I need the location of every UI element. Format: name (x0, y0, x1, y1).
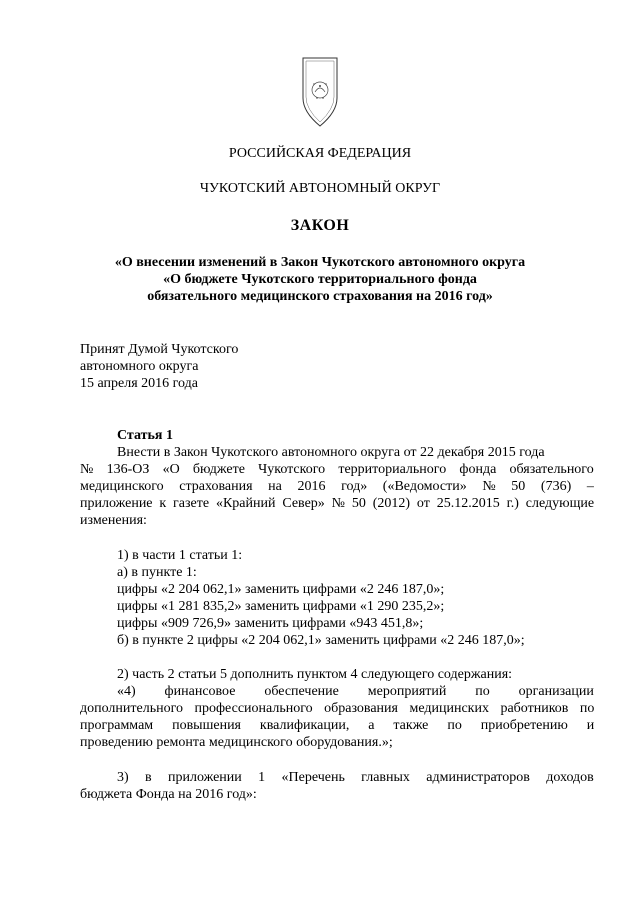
article-intro-line-3: медицинского страхования на 2016 год» («Ведомости» № 50 (736) – (80, 479, 594, 494)
adoption-line-2: автономного округа (80, 359, 199, 374)
adoption-line-1: Принят Думой Чукотского (80, 342, 239, 357)
item3-line-1: 3) в приложении 1 «Перечень главных администраторов доходов (117, 770, 594, 785)
item1-line-5: цифры «909 726,9» заменить цифрами «943 451,8»; (117, 616, 424, 631)
item2-line-4: программам повышения квалификации, а также по приобретению и (80, 718, 595, 733)
article-intro-line-1: Внести в Закон Чукотского автономного округа от 22 декабря 2015 года (117, 445, 545, 460)
article-heading: Статья 1 (117, 428, 173, 443)
item2-line-5: проведению ремонта медицинского оборудования.»; (80, 735, 393, 750)
item2-line-3: дополнительного профессионального образования медицинских работников по (80, 701, 595, 716)
item1-line-3: цифры «2 204 062,1» заменить цифрами «2 246 187,0»; (117, 582, 445, 597)
law-title-line-2: «О бюджете Чукотского территориального фонда (163, 272, 477, 287)
item1-line-6: б) в пункте 2 цифры «2 204 062,1» заменить цифрами «2 246 187,0»; (117, 633, 525, 648)
article-intro-line-5: изменения: (80, 513, 147, 528)
item2-line-2: «4) финансовое обеспечение мероприятий по организации (117, 684, 594, 699)
item1-line-4: цифры «1 281 835,2» заменить цифрами «1 290 235,2»; (117, 599, 445, 614)
coat-of-arms-emblem (301, 56, 339, 128)
item1-line-2: а) в пункте 1: (117, 565, 197, 580)
law-title-line-1: «О внесении изменений в Закон Чукотского автономного округа (114, 255, 526, 270)
federation-heading: РОССИЙСКАЯ ФЕДЕРАЦИЯ (228, 146, 412, 161)
item1-line-1: 1) в части 1 статьи 1: (117, 548, 243, 563)
item2-line-1: 2) часть 2 статьи 5 дополнить пунктом 4 следующего содержания: (117, 667, 513, 682)
law-title-line-3: обязательного медицинского страхования на 2016 год» (147, 289, 493, 304)
article-intro-line-4: приложение к газете «Крайний Север» № 50 (2012) от 25.12.2015 г.) следующие (80, 496, 595, 511)
adoption-date: 15 апреля 2016 года (80, 376, 198, 391)
item3-line-2: бюджета Фонда на 2016 год»: (80, 787, 257, 802)
article-intro-line-2: № 136-ОЗ «О бюджете Чукотского территориального фонда обязательного (80, 462, 594, 477)
document-type-title: ЗАКОН (290, 217, 350, 234)
okrug-heading: ЧУКОТСКИЙ АВТОНОМНЫЙ ОКРУГ (199, 181, 441, 196)
